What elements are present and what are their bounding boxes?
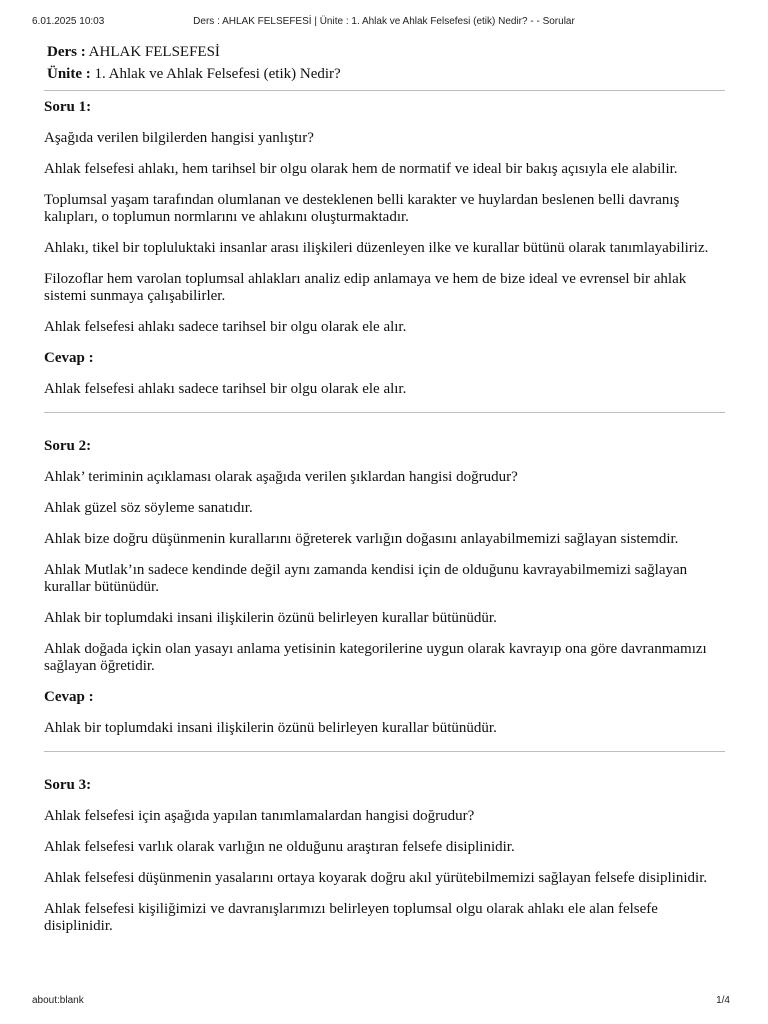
unit-label: Ünite : bbox=[47, 66, 91, 82]
correct-answer: Ahlak felsefesi ahlakı sadece tarihsel bir olgu olarak ele alır. bbox=[44, 381, 407, 397]
course-row bbox=[47, 42, 725, 62]
answer-option: Ahlak doğada içkin olan yasayı anlama yetisinin kategorilerine uygun olarak kavrayıp ona göre davranmamızı sağlayan öğretidir. bbox=[44, 641, 707, 674]
print-url: about:blank bbox=[32, 995, 84, 1006]
answer-option: Ahlak güzel söz söyleme sanatıdır. bbox=[44, 500, 253, 516]
print-footer bbox=[32, 995, 736, 1009]
page-number: 1/4 bbox=[716, 995, 730, 1006]
question-prompt: Ahlak felsefesi için aşağıda yapılan tanımlamalardan hangisi doğrudur? bbox=[44, 808, 475, 824]
divider bbox=[44, 90, 725, 91]
print-page-title: Ders : AHLAK FELSEFESİ | Ünite : 1. Ahlak ve Ahlak Felsefesi (etik) Nedir? - - Sorular bbox=[193, 16, 575, 27]
question-prompt: Aşağıda verilen bilgilerden hangisi yanlıştır? bbox=[44, 130, 314, 146]
course-meta bbox=[44, 42, 725, 84]
answer-option: Ahlak felsefesi ahlakı, hem tarihsel bir olgu olarak hem de normatif ve ideal bir bakış açısıyla ele alabilir. bbox=[44, 161, 678, 177]
answer-option: Ahlak felsefesi varlık olarak varlığın ne olduğunu araştıran felsefe disiplinidir. bbox=[44, 839, 515, 855]
unit-row bbox=[47, 64, 725, 84]
divider bbox=[44, 751, 725, 752]
course-label: Ders : bbox=[47, 44, 86, 60]
answer-label: Cevap : bbox=[44, 689, 94, 705]
divider bbox=[44, 412, 725, 413]
answer-option: Ahlakı, tikel bir topluluktaki insanlar arası ilişkileri düzenleyen ilke ve kurallar bütünü olarak tanımlayabiliriz. bbox=[44, 240, 709, 256]
answer-option: Filozoflar hem varolan toplumsal ahlakları analiz edip anlamaya ve hem de bize ideal ve evrensel bir ahlak sistemi sunmaya çalışabilirler. bbox=[44, 271, 687, 304]
question-3 bbox=[44, 777, 725, 935]
answer-option: Ahlak Mutlak’ın sadece kendinde değil aynı zamanda kendisi için de olduğunu kavrayabilmemizi sağlayan kurallar bütünüdür. bbox=[44, 562, 688, 595]
answer-option: Ahlak bir toplumdaki insani ilişkilerin özünü belirleyen kurallar bütünüdür. bbox=[44, 610, 497, 626]
document-content bbox=[44, 42, 725, 949]
course-value: AHLAK FELSEFESİ bbox=[88, 44, 220, 60]
question-title: Soru 3: bbox=[44, 777, 92, 793]
unit-value: 1. Ahlak ve Ahlak Felsefesi (etik) Nedir? bbox=[94, 66, 341, 82]
question-1 bbox=[44, 99, 725, 398]
question-title: Soru 1: bbox=[44, 99, 92, 115]
question-prompt: Ahlak’ teriminin açıklaması olarak aşağıda verilen şıklardan hangisi doğrudur? bbox=[44, 469, 518, 485]
answer-label: Cevap : bbox=[44, 350, 94, 366]
question-title: Soru 2: bbox=[44, 438, 92, 454]
print-header bbox=[32, 16, 736, 30]
answer-option: Ahlak bize doğru düşünmenin kurallarını öğreterek varlığın doğasını anlayabilmemizi sağlayan sistemdir. bbox=[44, 531, 679, 547]
question-2 bbox=[44, 438, 725, 737]
answer-option: Toplumsal yaşam tarafından olumlanan ve desteklenen belli karakter ve huylardan beslenen belli davranış kalıpları, o toplumun normlarını ve ahlakını oluşturmaktadır. bbox=[44, 192, 680, 225]
answer-option: Ahlak felsefesi ahlakı sadece tarihsel bir olgu olarak ele alır. bbox=[44, 319, 407, 335]
correct-answer: Ahlak bir toplumdaki insani ilişkilerin özünü belirleyen kurallar bütünüdür. bbox=[44, 720, 497, 736]
answer-option: Ahlak felsefesi kişiliğimizi ve davranışlarımızı belirleyen toplumsal olgu olarak ahlakı ele alan felsefe disiplinidir. bbox=[44, 901, 658, 934]
answer-option: Ahlak felsefesi düşünmenin yasalarını ortaya koyarak doğru akıl yürütebilmemizi sağlayan felsefe disiplinidir. bbox=[44, 870, 708, 886]
print-datetime: 6.01.2025 10:03 bbox=[32, 16, 105, 27]
